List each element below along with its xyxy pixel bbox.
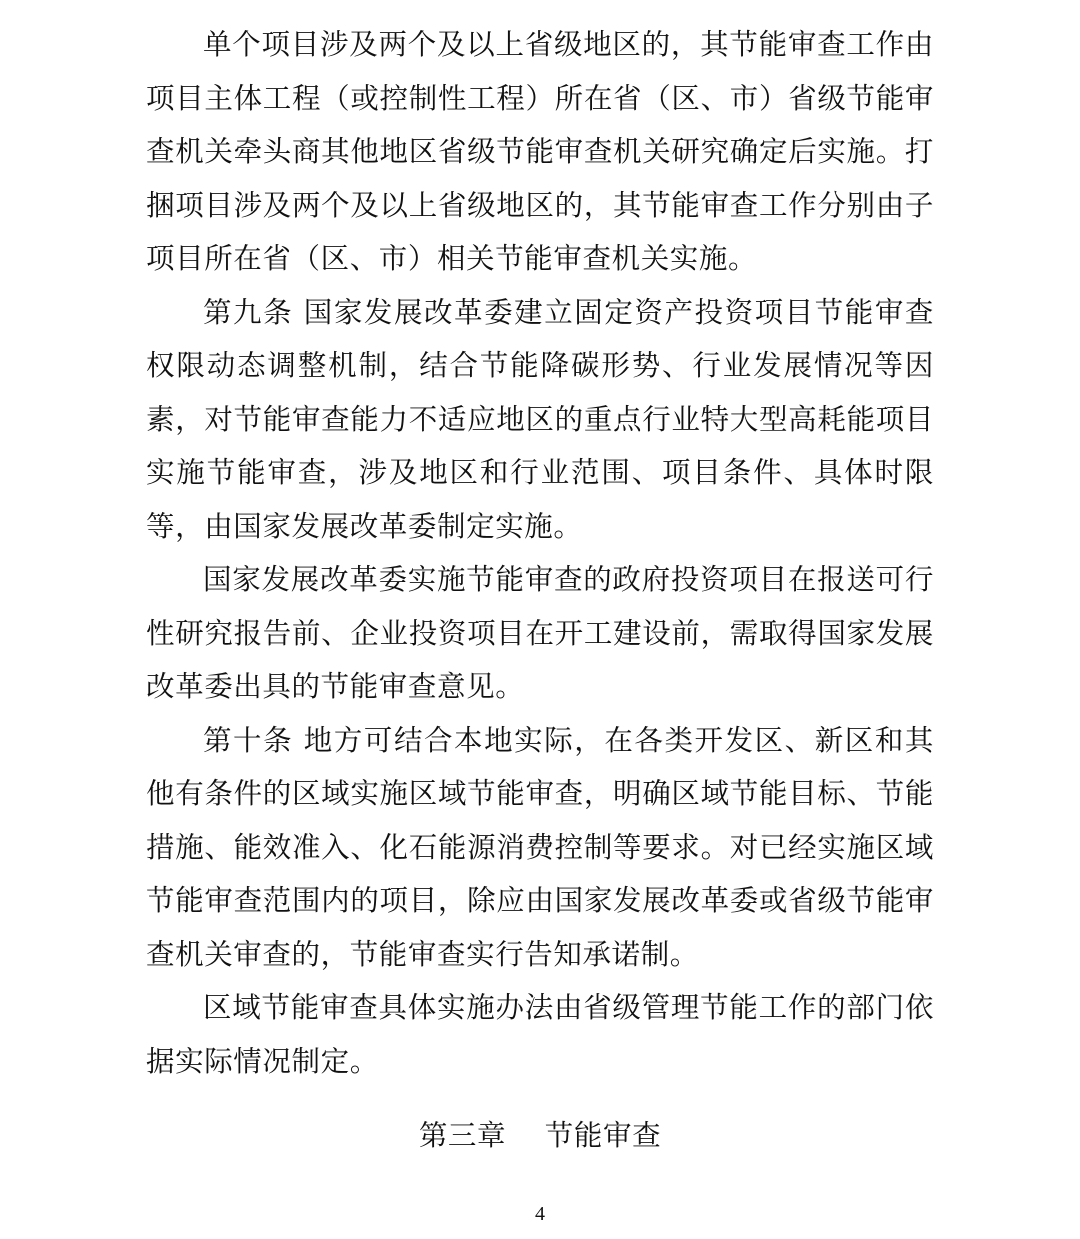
paragraph-article-9: 第九条 国家发展改革委建立固定资产投资项目节能审查权限动态调整机制，结合节能降碳形势、行业发展情况等因素，对节能审查能力不适应地区的重点行业特大型高耗能项目实施节能审查，涉及地区和行业范围、项目条件、具体时限等，由国家发展改革委制定实施。 [146,295,934,543]
paragraph-regional-review-rules: 区域节能审查具体实施办法由省级管理节能工作的部门依据实际情况制定。 [146,991,934,1078]
chapter-title: 第三章 节能审查 [418,1119,662,1152]
paragraph-project-multi-province: 单个项目涉及两个及以上省级地区的，其节能审查工作由项目主体工程（或控制性工程）所在省（区、市）省级节能审查机关牵头商其他地区省级节能审查机关研究确定后实施。打捆项目涉及两个及以上省级地区的，其节能审查工作分别由子项目所在省（区、市）相关节能审查机关实施。 [146,28,934,275]
paragraph-article-10: 第十条 地方可结合本地实际，在各类开发区、新区和其他有条件的区域实施区域节能审查，明确区域节能目标、节能措施、能效准入、化石能源消费控制等要求。对已经实施区域节能审查范围内的项目，除应由国家发展改革委或省级节能审查机关审查的，节能审查实行告知承诺制。 [146,723,934,971]
document-body [146,18,934,1088]
page-number: 4 [535,1203,545,1225]
paragraph-ndrc-review: 国家发展改革委实施节能审查的政府投资项目在报送可行性研究报告前、企业投资项目在开工建设前，需取得国家发展改革委出具的节能审查意见。 [146,563,934,703]
